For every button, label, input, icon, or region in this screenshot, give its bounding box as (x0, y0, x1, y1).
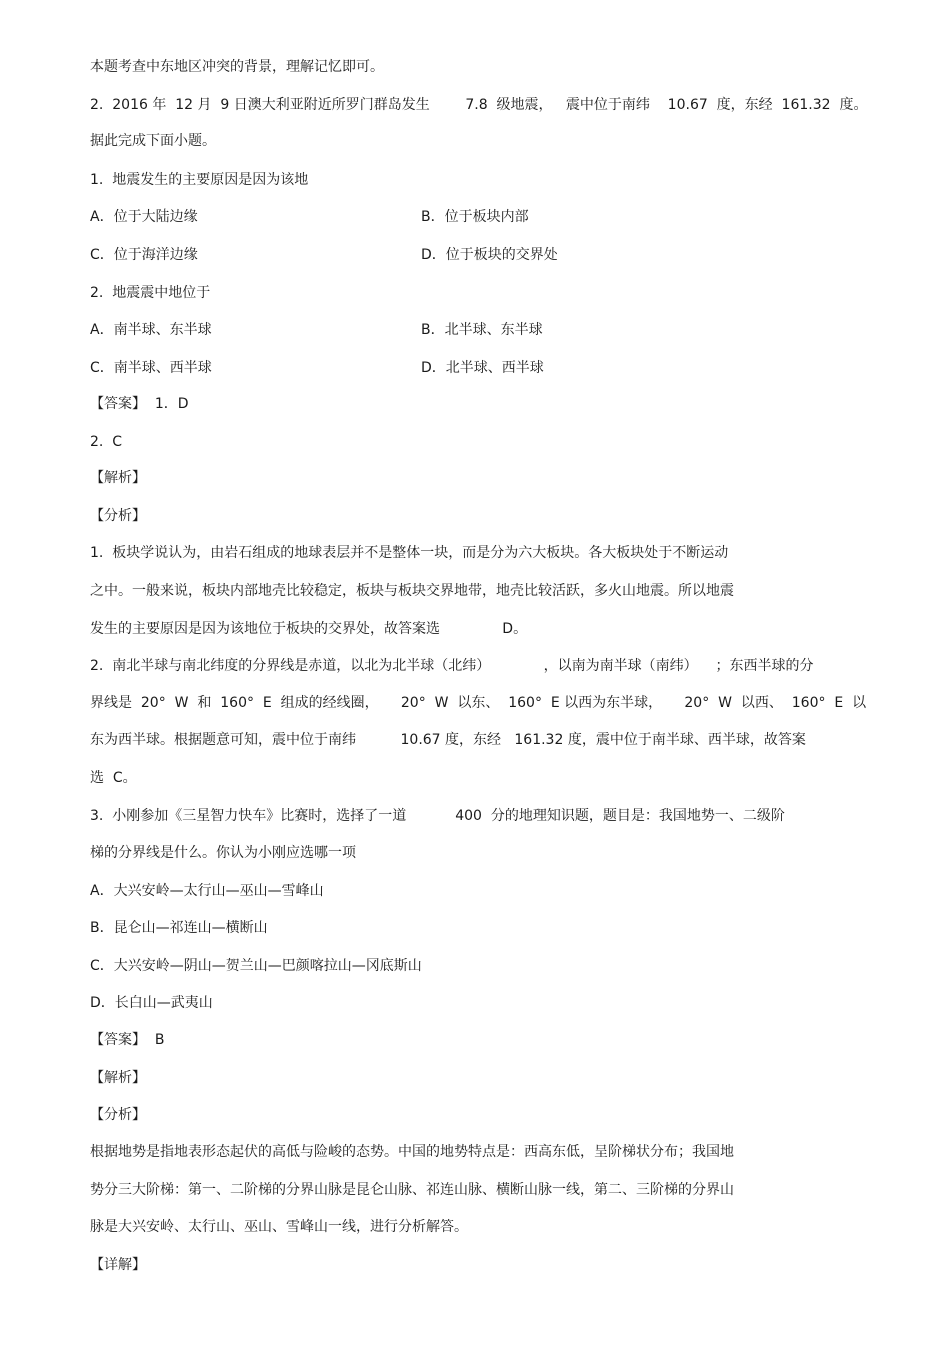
section-heading: 【详解】 (90, 1257, 146, 1273)
option-d: D．长白山—武夷山 (90, 995, 213, 1011)
option-b: B．北半球、东半球 (421, 322, 543, 338)
question-2-stem: 2. 2016 年 12 月 9 日澳大利亚附近所罗门群岛发生 7.8 级地震， 震中位于南纬 10.67 度，东经 161.32 度。 (90, 97, 868, 113)
option-d: D．位于板块的交界处 (421, 247, 558, 263)
option-b: B．昆仑山—祁连山—横断山 (90, 920, 268, 936)
text-line: 势分三大阶梯：第一、二阶梯的分界山脉是昆仑山脉、祁连山脉、横断山脉一线，第二、三阶梯的分界山 (90, 1182, 734, 1198)
subquestion-2: 2. 地震震中地位于 (90, 285, 211, 301)
text-line: 据此完成下面小题。 (90, 133, 216, 149)
text-line: 东为西半球。根据题意可知，震中位于南纬 10.67 度，东经 161.32 度，震中位于南半球、西半球，故答案 (90, 732, 806, 748)
text-line: 1. 板块学说认为，由岩石组成的地球表层并不是整体一块，而是分为六大板块。各大板块处于不断运动 (90, 545, 729, 561)
option-b: B．位于板块内部 (421, 209, 529, 225)
answer-line: 【答案】 B (90, 1032, 165, 1048)
answer-line: 【答案】 1．D (90, 396, 189, 412)
option-a: A．大兴安岭—太行山—巫山—雪峰山 (90, 883, 324, 899)
text-line: 发生的主要原因是因为该地位于板块的交界处，故答案选 D。 (90, 621, 528, 637)
subquestion-1: 1. 地震发生的主要原因是因为该地 (90, 172, 309, 188)
option-a: A．位于大陆边缘 (90, 209, 198, 225)
text-line: 2. 南北半球与南北纬度的分界线是赤道，以北为北半球（北纬） ，以南为南半球（南纬） ；东西半球的分 (90, 658, 814, 674)
section-heading: 【解析】 (90, 470, 146, 486)
option-c: C．南半球、西半球 (90, 360, 212, 376)
text-line: 选 C。 (90, 770, 137, 786)
option-d: D．北半球、西半球 (421, 360, 544, 376)
text-line: 根据地势是指地表形态起伏的高低与险峻的态势。中国的地势特点是：西高东低，呈阶梯状分布；我国地 (90, 1144, 734, 1160)
section-heading: 【分析】 (90, 1107, 146, 1123)
option-c: C．位于海洋边缘 (90, 247, 198, 263)
answer-line: 2. C (90, 434, 123, 450)
question-3-stem: 3. 小刚参加《三星智力快车》比赛时，选择了一道 400 分的地理知识题，题目是：我国地势一、二级阶 (90, 808, 785, 824)
option-c: C．大兴安岭—阴山—贺兰山—巴颜喀拉山—冈底斯山 (90, 958, 422, 974)
section-heading: 【解析】 (90, 1070, 146, 1086)
text-line: 本题考查中东地区冲突的背景，理解记忆即可。 (90, 59, 384, 75)
option-a: A．南半球、东半球 (90, 322, 212, 338)
text-line: 之中。一般来说，板块内部地壳比较稳定，板块与板块交界地带，地壳比较活跃，多火山地震。所以地震 (90, 583, 734, 599)
text-line: 脉是大兴安岭、太行山、巫山、雪峰山一线，进行分析解答。 (90, 1219, 468, 1235)
text-line: 梯的分界线是什么。你认为小刚应选哪一项 (90, 845, 356, 861)
text-line: 界线是 20° W 和 160° E 组成的经线圈， 20° W 以东、 160° E 以西为东半球， 20° W 以西、 160° E 以 (90, 695, 867, 711)
section-heading: 【分析】 (90, 508, 146, 524)
